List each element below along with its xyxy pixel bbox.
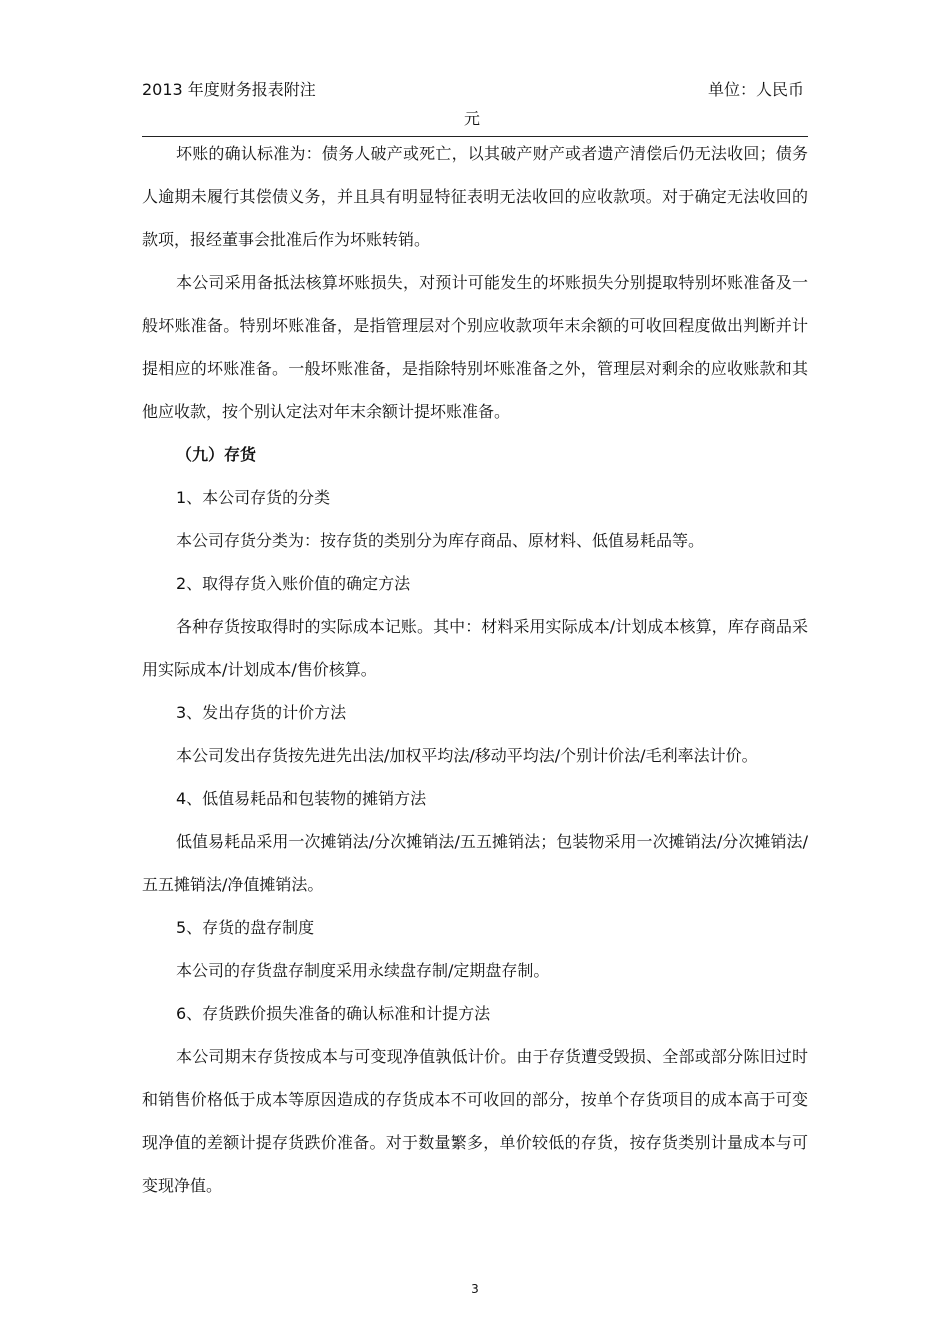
header-unit: 单位：人民币 (707, 80, 804, 99)
header-unit-tail: 元 (464, 109, 481, 128)
item-heading: 3、发出存货的计价方法 (176, 703, 347, 722)
item-text: 本公司的存货盘存制度采用永续盘存制/定期盘存制。 (176, 961, 550, 980)
item-text: 本公司发出存货按先进先出法/加权平均法/移动平均法/个别计价法/毛利率法计价。 (176, 746, 758, 765)
paragraph-bad-debt-criteria: 坏账的确认标准为：债务人破产或死亡，以其破产财产或者遗产清偿后仍无法收回；债务人逾期未履行其偿债义务，并且具有明显特征表明无法收回的应收款项。对于确定无法收回的款项，报经董事会批准后作为坏账转销。 (142, 144, 808, 249)
page-number: 3 (471, 1282, 479, 1296)
item-heading: 1、本公司存货的分类 (176, 488, 331, 507)
header-title: 2013 年度财务报表附注 (142, 80, 316, 99)
page-header (142, 74, 808, 137)
item-heading: 2、取得存货入账价值的确定方法 (176, 574, 411, 593)
item-text: 各种存货按取得时的实际成本记账。其中：材料采用实际成本/计划成本核算，库存商品采用实际成本/计划成本/售价核算。 (142, 617, 808, 679)
section-title: （九）存货 (176, 445, 257, 464)
paragraph-bad-debt-allowance: 本公司采用备抵法核算坏账损失，对预计可能发生的坏账损失分别提取特别坏账准备及一般坏账准备。特别坏账准备，是指管理层对个别应收款项年末余额的可收回程度做出判断并计提相应的坏账准备。一般坏账准备，是指除特别坏账准备之外，管理层对剩余的应收账款和其他应收款，按个别认定法对年末余额计提坏账准备。 (142, 273, 808, 421)
item-heading: 4、低值易耗品和包装物的摊销方法 (176, 789, 427, 808)
item-heading: 5、存货的盘存制度 (176, 918, 315, 937)
body-text (142, 132, 808, 1207)
item-heading: 6、存货跌价损失准备的确认标准和计提方法 (176, 1004, 491, 1023)
item-text: 本公司期末存货按成本与可变现净值孰低计价。由于存货遭受毁损、全部或部分陈旧过时和销售价格低于成本等原因造成的存货成本不可收回的部分，按单个存货项目的成本高于可变现净值的差额计提存货跌价准备。对于数量繁多，单价较低的存货，按存货类别计量成本与可变现净值。 (142, 1047, 808, 1195)
item-text: 本公司存货分类为：按存货的类别分为库存商品、原材料、低值易耗品等。 (176, 531, 705, 550)
item-text: 低值易耗品采用一次摊销法/分次摊销法/五五摊销法；包装物采用一次摊销法/分次摊销法/五五摊销法/净值摊销法。 (142, 832, 808, 894)
